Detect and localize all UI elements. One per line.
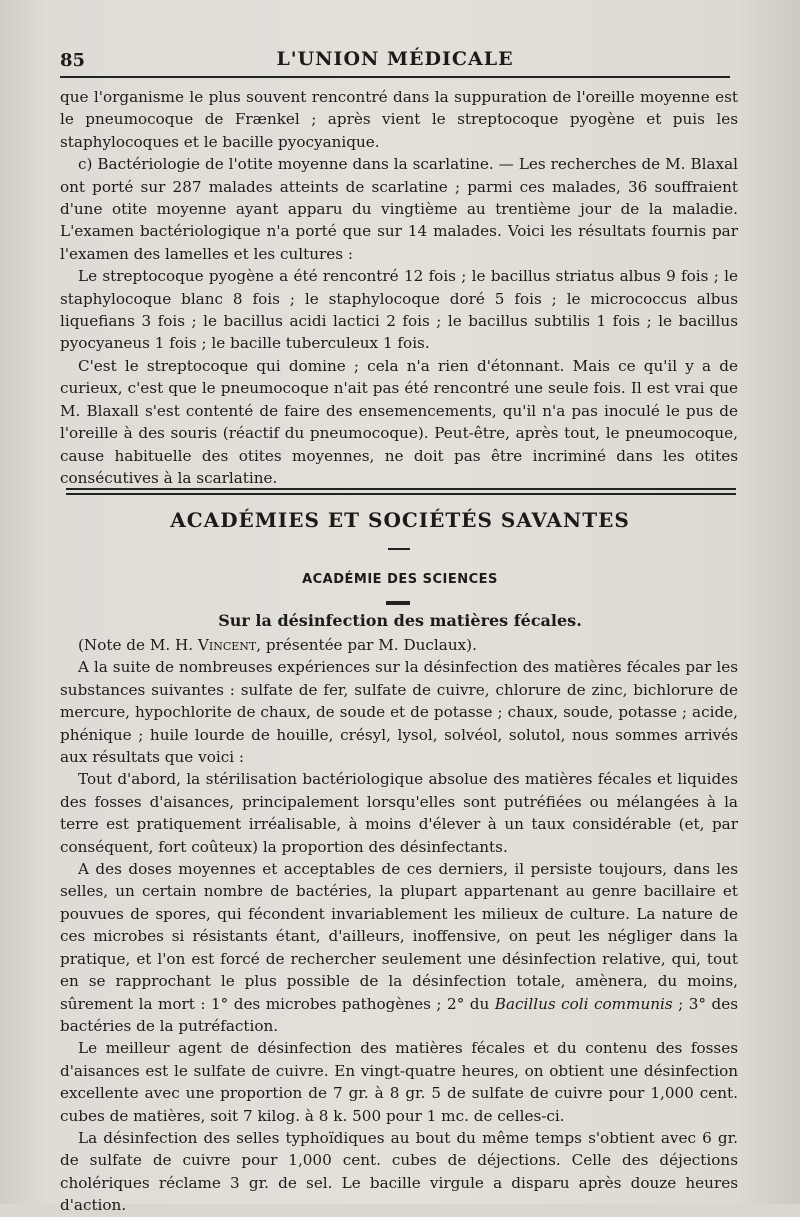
species-name: Bacillus coli communis bbox=[494, 994, 673, 1013]
paragraph: Tout d'abord, la stérilisation bactériologique absolue des matières fécales et liquides des fosses d'aisances, principalement lorsqu'elles sont putréfiées ou mélangées à la terre est pratiquement irréalisable, à moins d'élever à un taux considérable (et, par conséquent, fort coûteux) la proportion des désinfectants. bbox=[60, 770, 738, 856]
section-rule bbox=[388, 548, 410, 550]
subsection-rule bbox=[386, 601, 410, 605]
disinfection-article bbox=[60, 634, 738, 1217]
subsection-title: ACADÉMIE DES SCIENCES bbox=[302, 572, 498, 587]
note-author: Vincent bbox=[197, 636, 257, 654]
paragraph: C'est le streptocoque qui domine ; cela n'a rien d'étonnant. Mais ce qu'il y a de curieux, c'est que le pneumocoque n'ait pas été rencontré une seule fois. Il est vrai que M. Blaxall s'est contenté de faire des ensemencements, qu'il n'a pas inoculé le pus de l'oreille à des souris (réactif du pneumocoque). Peut-être, après tout, le pneumocoque, cause habituelle des otites moyennes, ne doit pas être incriminé dans les otites consécutives à la scarlatine. bbox=[60, 356, 738, 487]
page-header bbox=[60, 44, 730, 76]
article-title: Sur la désinfection des matières fécales. bbox=[218, 611, 582, 630]
paragraph-text: ; 3° des bactéries de la putréfaction. bbox=[60, 994, 738, 1035]
running-title: L'UNION MÉDICALE bbox=[276, 48, 514, 70]
paragraph bbox=[60, 858, 738, 1037]
page-number: 85 bbox=[60, 50, 86, 71]
otitis-article-continuation bbox=[60, 86, 738, 489]
paragraph: c) Bactériologie de l'otite moyenne dans la scarlatine. — Les recherches de M. Blaxal ont porté sur 287 malades atteints de scarlatine ; parmi ces malades, 36 souffraient d'une otite moyenne ayant apparu du vingtième au trentième jour de la maladie. L'examen bactériologique n'a porté que sur 14 malades. Voici les résultats fournis par l'examen des lamelles et les cultures : bbox=[60, 155, 738, 263]
paragraph-text: A des doses moyennes et acceptables de ces derniers, il persiste toujours, dans les selles, un certain nombre de bactéries, la plupart appartenant au genre bacillaire et pouvues de spores, qui fécondent invariablement les milieux de culture. La nature de ces microbes si résistants étant, d'ailleurs, inoffensive, on peut les négliger dans la pratique, et l'on est forcé de rechercher seulement une désinfection relative, qui, tout en se rapprochant le plus possible de la désinfection totale, amènera, du moins, sûrement la mort : 1° des microbes pathogènes ; 2° du bbox=[60, 860, 738, 1013]
paragraph: Le meilleur agent de désinfection des matières fécales et du contenu des fosses d'aisances est le sulfate de cuivre. En vingt-quatre heures, on obtient une désinfection excellente avec une proportion de 7 gr. à 8 gr. 5 de sulfate de cuivre pour 1,000 cent. cubes de matières, soit 7 kilog. à 8 k. 500 pour 1 mc. de celles-ci. bbox=[60, 1039, 738, 1125]
author-note bbox=[60, 634, 738, 656]
section-divider bbox=[66, 488, 736, 495]
paragraph: Le streptocoque pyogène a été rencontré 12 fois ; le bacillus striatus albus 9 fois ; le staphylocoque blanc 8 fois ; le staphylocoque doré 5 fois ; le micrococcus albus liquefians 3 fois ; le bacillus acidi lactici 2 fois ; le bacillus subtilis 1 fois ; le bacillus pyocyaneus 1 fois ; le bacille tuberculeux 1 fois. bbox=[60, 267, 738, 353]
note-prefix: (Note de M. H. bbox=[78, 636, 198, 654]
note-suffix: , présentée par M. Duclaux). bbox=[256, 636, 477, 654]
paragraph: A la suite de nombreuses expériences sur la désinfection des matières fécales par les substances suivantes : sulfate de fer, sulfate de cuivre, chlorure de zinc, bichlorure de mercure, hypochlorite de chaux, de soude et de potasse ; chaux, soude, potasse ; acide, phénique ; huile lourde de houille, crésyl, lysol, solvéol, solutol, nous sommes arrivés aux résultats que voici : bbox=[60, 658, 738, 767]
paragraph: La désinfection des selles typhoïdiques au bout du même temps s'obtient avec 6 gr. de sulfate de cuivre pour 1,000 cent. cubes de déjections. Celle des déjections cholériques réclame 3 gr. de sel. Le bacille virgule a disparu après douze heures d'action. bbox=[60, 1128, 738, 1215]
paragraph: que l'organisme le plus souvent rencontré dans la suppuration de l'oreille moyenne est le pneumocoque de Frænkel ; après vient le streptocoque pyogène et puis les staphylocoques et le bacille pyocyanique. bbox=[60, 88, 738, 151]
header-rule bbox=[60, 76, 730, 78]
section-title: ACADÉMIES ET SOCIÉTÉS SAVANTES bbox=[170, 508, 630, 532]
